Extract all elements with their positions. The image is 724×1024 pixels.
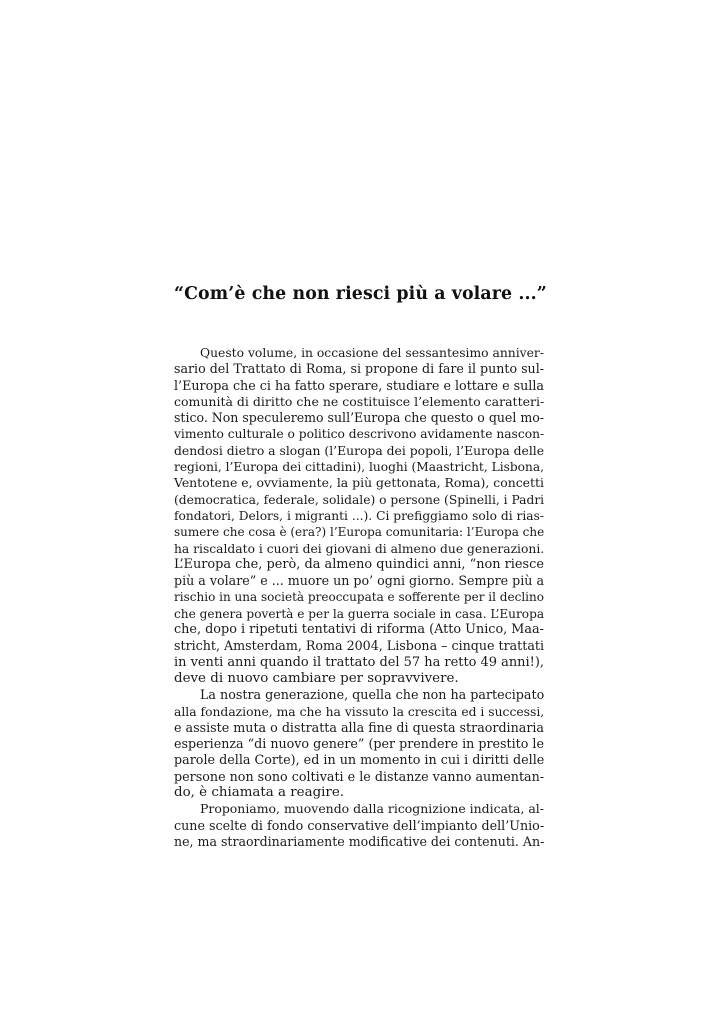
text-line: L’Europa che, però, da almeno quindici anni, “non riesce [174,556,544,572]
text-line: fondatori, Delors, i migranti ...). Ci prefiggiamo solo di rias- [174,508,544,523]
text-line: esperienza “di nuovo genere” (per prendere in prestito le [174,736,544,752]
text-line: sario del Trattato di Roma, si propone di fare il punto sul- [174,361,544,377]
text-line: più a volare” e ... muore un po’ ogni giorno. Sempre più a [174,573,544,589]
text-line: l’Europa che ci ha fatto sperare, studiare e lottare e sulla [174,377,544,393]
body-text [174,345,544,850]
text-line: do, è chiamata a reagire. [174,785,345,801]
text-line: (democratica, federale, solidale) o persone (Spinelli, i Padri [174,492,545,507]
text-line: Questo volume, in occasione del sessantesimo anniver- [200,346,544,360]
text-line: in venti anni quando il trattato del 57 ha retto 49 anni!), [174,654,545,670]
text-line: La nostra generazione, quella che non ha partecipato [200,687,545,703]
text-line: Ventotene e, ovviamente, la più gettonata, Roma), concetti [174,475,544,491]
text-line: stricht, Amsterdam, Roma 2004, Lisbona – cinque trattati [174,638,544,654]
text-line: ha riscaldato i cuori dei giovani di almeno due generazioni. [174,541,545,556]
text-line: ne, ma straordinariamente modificative dei contenuti. An- [174,833,545,849]
text-line: dendosi dietro a slogan (l’Europa dei popoli, l’Europa delle [174,443,545,458]
text-line: deve di nuovo cambiare per sopravvivere. [174,670,459,686]
text-line: vimento culturale o politico descrivono avidamente nascon- [174,427,545,442]
paragraph [174,801,544,850]
text-line: alla fondazione, ma che ha vissuto la crescita ed i successi, [174,704,545,719]
text-line: che genera povertà e per la guerra sociale in casa. L’Europa [174,606,545,621]
text-line: e assiste muta o distratta alla fine di questa straordinaria [174,719,544,735]
text-line: regioni, l’Europa dei cittadini), luoghi (Maastricht, Lisbona, [174,460,545,475]
paragraph [174,687,544,801]
paragraph [174,345,544,687]
text-line: Proponiamo, muovendo dalla ricognizione indicata, al- [200,801,544,817]
text-line: cune scelte di fondo conservative dell’impianto dell’Unio- [174,817,545,833]
text-line: persone non sono coltivati e le distanze vanno aumentan- [174,768,545,784]
text-line: rischio in una società preoccupata e sofferente per il declino [174,590,544,605]
text-line: che, dopo i ripetuti tentativi di riforma (Atto Unico, Maa- [174,622,544,638]
text-line: comunità di diritto che ne costituisce l’elemento caratteri- [174,393,545,409]
text-line: stico. Non speculeremo sull’Europa che questo o quel mo- [174,410,544,426]
text-line: parole della Corte), ed in un momento in cui i diritti delle [174,752,545,768]
text-line: sumere che cosa è (era?) l’Europa comunitaria: l’Europa che [174,525,545,540]
chapter-title: “Com’è che non riesci più a volare ...” [174,284,547,304]
